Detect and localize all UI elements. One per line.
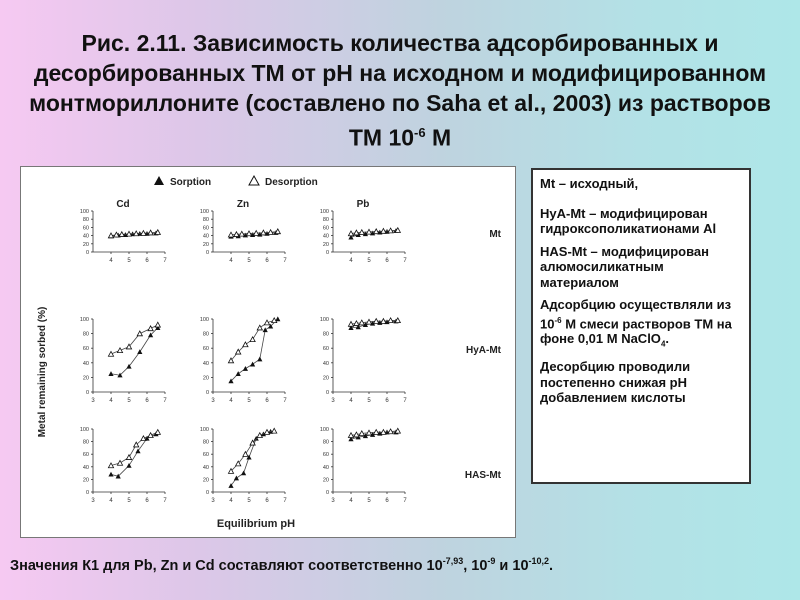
panel-mt-pb-ytick-label: 0 bbox=[325, 250, 329, 256]
panel-mt-zn-xtick-label: 5 bbox=[247, 258, 251, 264]
panel-has-mt-cd-desorption-point bbox=[148, 433, 153, 438]
footer-text-2: , 10 bbox=[463, 557, 488, 574]
panel-has-mt-pb-ytick-label: 40 bbox=[322, 464, 329, 471]
note-ads-exp: -6 bbox=[554, 315, 562, 325]
panel-hya-mt-zn-ytick-label: 60 bbox=[202, 346, 209, 353]
note-ads-text-b: М смеси растворов ТМ на фоне 0,01 М NaClO bbox=[540, 315, 732, 347]
note-ads-text-a: Адсорбцию осуществляли из 10 bbox=[540, 297, 732, 331]
panel-has-mt-cd-xtick-label: 4 bbox=[109, 498, 113, 504]
note-ads-text-c: . bbox=[665, 331, 670, 347]
panel-mt-zn-ytick-label: 80 bbox=[202, 217, 209, 224]
panel-mt-cd-xtick-label: 5 bbox=[127, 258, 131, 264]
slide-title bbox=[20, 28, 780, 153]
note-desorption: Десорбцию проводили постепенно снижая рН добавлением кислоты bbox=[540, 359, 691, 406]
panel-mt-zn-ytick-label: 60 bbox=[202, 225, 209, 232]
panel-hya-mt-cd-ytick-label: 0 bbox=[85, 390, 89, 396]
panel-mt-zn-ytick-label: 40 bbox=[202, 233, 209, 240]
panel-mt-cd-ytick-label: 100 bbox=[79, 209, 89, 215]
panel-has-mt-cd-ytick-label: 80 bbox=[82, 439, 89, 446]
panel-has-mt-zn-xtick-label: 5 bbox=[247, 498, 251, 504]
panel-hya-mt-pb-ytick-label: 100 bbox=[319, 317, 329, 323]
panel-hya-mt-zn-sorption-point bbox=[257, 357, 262, 362]
panel-has-mt-pb-ytick-label: 100 bbox=[319, 427, 329, 433]
panel-has-mt-zn-ytick-label: 40 bbox=[202, 464, 209, 471]
panel-hya-mt-cd-xtick-label: 7 bbox=[163, 398, 167, 404]
panel-has-mt-zn-sorption-point bbox=[241, 471, 246, 476]
panel-mt-cd-ytick-label: 60 bbox=[82, 225, 89, 232]
panel-hya-mt-cd-sorption-point bbox=[137, 349, 142, 354]
panel-mt-zn-ytick-label: 100 bbox=[199, 209, 209, 215]
panel-hya-mt-cd-desorption-point bbox=[137, 331, 142, 336]
footer-text-4: . bbox=[549, 557, 554, 574]
panel-has-mt-pb-ytick-label: 0 bbox=[325, 490, 329, 496]
panel-hya-mt-cd-xtick-label: 6 bbox=[145, 398, 149, 404]
panel-mt-pb-ytick-label: 20 bbox=[322, 241, 329, 248]
panel-has-mt-zn-ytick-label: 60 bbox=[202, 452, 209, 459]
note-hya: HyA-Mt – модифицирован гидроксополикатионами Al bbox=[540, 205, 717, 236]
column-label-pb: Pb bbox=[356, 199, 370, 210]
panel-mt-zn-xtick-label: 4 bbox=[229, 258, 233, 264]
title-end: М bbox=[425, 124, 452, 151]
panel-has-mt-cd-sorption-point bbox=[126, 463, 131, 468]
panel-hya-mt-cd-desorption-point bbox=[117, 348, 122, 353]
panel-hya-mt-zn-sorption-point bbox=[236, 371, 241, 376]
panel-has-mt-pb-xtick-label: 7 bbox=[403, 498, 407, 504]
legend-desorption-marker bbox=[249, 176, 259, 185]
panel-mt-cd-ytick-label: 40 bbox=[82, 233, 89, 240]
panel-hya-mt-cd-xtick-label: 5 bbox=[127, 398, 131, 404]
legend-desorption-label: Desorption bbox=[265, 177, 318, 188]
y-axis-label: Metal remaining sorbed (%) bbox=[37, 306, 48, 438]
row-label-mt: Mt bbox=[489, 229, 501, 240]
panel-mt-cd-ytick-label: 80 bbox=[82, 217, 89, 224]
panel-hya-mt-pb-xtick-label: 5 bbox=[367, 398, 371, 404]
panel-mt-zn-xtick-label: 6 bbox=[265, 258, 269, 264]
sorption-chart bbox=[21, 167, 515, 537]
notes-box bbox=[531, 168, 751, 484]
panel-has-mt-pb-xtick-label: 6 bbox=[385, 498, 389, 504]
panel-mt-zn-ytick-label: 20 bbox=[202, 241, 209, 248]
panel-has-mt-zn-xtick-label: 7 bbox=[283, 498, 287, 504]
panel-hya-mt-cd-ytick-label: 40 bbox=[82, 360, 89, 367]
footer-note bbox=[10, 556, 790, 574]
panel-hya-mt-cd-ytick-label: 20 bbox=[82, 375, 89, 382]
panel-has-mt-zn-xtick-label: 3 bbox=[211, 498, 215, 504]
panel-has-mt-cd-ytick-label: 100 bbox=[79, 427, 89, 433]
panel-hya-mt-cd-sorption-point bbox=[108, 371, 113, 376]
panel-mt-pb-xtick-label: 6 bbox=[385, 258, 389, 264]
panel-hya-mt-pb-xtick-label: 4 bbox=[349, 398, 353, 404]
panel-has-mt-cd-xtick-label: 6 bbox=[145, 498, 149, 504]
panel-hya-mt-pb-ytick-label: 20 bbox=[322, 375, 329, 382]
panel-hya-mt-zn-ytick-label: 0 bbox=[205, 390, 209, 396]
panel-hya-mt-cd-desorption-point bbox=[148, 326, 153, 331]
panel-mt-zn-ytick-label: 0 bbox=[205, 250, 209, 256]
panel-has-mt-cd-xtick-label: 5 bbox=[127, 498, 131, 504]
panel-has-mt-pb-xtick-label: 3 bbox=[331, 498, 335, 504]
panel-hya-mt-cd-desorption-point bbox=[108, 351, 113, 356]
panel-hya-mt-cd-xtick-label: 4 bbox=[109, 398, 113, 404]
panel-hya-mt-pb-ytick-label: 60 bbox=[322, 346, 329, 353]
panel-has-mt-zn-xtick-label: 6 bbox=[265, 498, 269, 504]
panel-has-mt-zn-ytick-label: 100 bbox=[199, 427, 209, 433]
panel-mt-cd-xtick-label: 6 bbox=[145, 258, 149, 264]
footer-exp-3: -10,2 bbox=[528, 556, 550, 566]
panel-hya-mt-cd-xtick-label: 3 bbox=[91, 398, 95, 404]
panel-hya-mt-pb-xtick-label: 6 bbox=[385, 398, 389, 404]
panel-has-mt-pb-ytick-label: 20 bbox=[322, 477, 329, 484]
panel-has-mt-cd-xtick-label: 3 bbox=[91, 498, 95, 504]
panel-mt-pb-ytick-label: 40 bbox=[322, 233, 329, 240]
panel-mt-zn-xtick-label: 7 bbox=[283, 258, 287, 264]
panel-hya-mt-zn-sorption-point bbox=[243, 366, 248, 371]
panel-hya-mt-cd-desorption-point bbox=[155, 322, 160, 327]
note-ads-sub: 4 bbox=[660, 339, 666, 349]
panel-has-mt-zn-xtick-label: 4 bbox=[229, 498, 233, 504]
panel-hya-mt-zn-xtick-label: 4 bbox=[229, 398, 233, 404]
panel-has-mt-cd-ytick-label: 20 bbox=[82, 477, 89, 484]
panel-hya-mt-pb-xtick-label: 3 bbox=[331, 398, 335, 404]
panel-hya-mt-zn-sorption-point bbox=[250, 362, 255, 367]
row-label-has-mt: HAS-Mt bbox=[464, 470, 501, 481]
panel-hya-mt-zn-ytick-label: 40 bbox=[202, 360, 209, 367]
panel-mt-cd-ytick-label: 20 bbox=[82, 241, 89, 248]
panel-hya-mt-cd-ytick-label: 60 bbox=[82, 346, 89, 353]
panel-has-mt-zn-ytick-label: 20 bbox=[202, 477, 209, 484]
note-has: HAS-Mt – модифицирован алюмосиликатным материалом bbox=[540, 243, 709, 290]
panel-mt-pb-ytick-label: 60 bbox=[322, 225, 329, 232]
panel-has-mt-cd-sorption-point bbox=[108, 472, 113, 477]
panel-mt-pb-ytick-label: 100 bbox=[319, 209, 329, 215]
footer-exp-2: -9 bbox=[487, 556, 496, 566]
panel-hya-mt-cd-ytick-label: 80 bbox=[82, 331, 89, 338]
panel-mt-pb-xtick-label: 7 bbox=[403, 258, 407, 264]
panel-has-mt-zn-desorption-point bbox=[243, 452, 248, 457]
panel-hya-mt-zn-desorption-point bbox=[243, 342, 248, 347]
panel-hya-mt-cd-ytick-label: 100 bbox=[79, 317, 89, 323]
panel-mt-pb-xtick-label: 5 bbox=[367, 258, 371, 264]
panel-mt-cd-xtick-label: 7 bbox=[163, 258, 167, 264]
panel-has-mt-cd-ytick-label: 0 bbox=[85, 490, 89, 496]
column-label-zn: Zn bbox=[236, 199, 250, 210]
panel-hya-mt-zn-sorption-point bbox=[263, 327, 268, 332]
note-adsorption bbox=[540, 297, 743, 352]
column-label-cd: Cd bbox=[116, 199, 130, 210]
footer-text-1: Значения К1 для Pb, Zn и Cd составляют соответственно 10 bbox=[10, 557, 443, 574]
legend-sorption-label: Sorption bbox=[170, 177, 212, 188]
figure-panel bbox=[20, 166, 516, 538]
panel-has-mt-zn-ytick-label: 80 bbox=[202, 439, 209, 446]
panel-hya-mt-zn-ytick-label: 20 bbox=[202, 375, 209, 382]
panel-has-mt-pb-ytick-label: 60 bbox=[322, 452, 329, 459]
panel-hya-mt-zn-desorption-point bbox=[257, 325, 262, 330]
panel-hya-mt-pb-ytick-label: 40 bbox=[322, 360, 329, 367]
title-main: Рис. 2.11. Зависимость количества адсорбированных и десорбированных ТМ от рН на исходном и модифицированном монтмориллоните (составлено по Saha et al., 2003) из растворов ТМ 10 bbox=[29, 30, 771, 151]
panel-hya-mt-zn-xtick-label: 6 bbox=[265, 398, 269, 404]
panel-hya-mt-pb-ytick-label: 80 bbox=[322, 331, 329, 338]
panel-has-mt-cd-desorption-point bbox=[117, 460, 122, 465]
panel-has-mt-pb-ytick-label: 80 bbox=[322, 439, 329, 446]
panel-hya-mt-zn-ytick-label: 100 bbox=[199, 317, 209, 323]
panel-has-mt-pb-xtick-label: 5 bbox=[367, 498, 371, 504]
row-label-hya-mt: HyA-Mt bbox=[466, 345, 501, 356]
panel-has-mt-zn-ytick-label: 0 bbox=[205, 490, 209, 496]
title-exponent: -6 bbox=[414, 125, 426, 140]
note-mt: Mt – исходный, bbox=[540, 176, 639, 191]
panel-hya-mt-zn-xtick-label: 3 bbox=[211, 398, 215, 404]
footer-exp-1: -7,93 bbox=[442, 556, 464, 566]
panel-mt-cd-xtick-label: 4 bbox=[109, 258, 113, 264]
panel-has-mt-cd-xtick-label: 7 bbox=[163, 498, 167, 504]
panel-hya-mt-zn-ytick-label: 80 bbox=[202, 331, 209, 338]
panel-hya-mt-pb-xtick-label: 7 bbox=[403, 398, 407, 404]
panel-hya-mt-zn-xtick-label: 7 bbox=[283, 398, 287, 404]
panel-has-mt-cd-desorption-point bbox=[141, 436, 146, 441]
panel-has-mt-cd-desorption-point bbox=[126, 455, 131, 460]
panel-has-mt-pb-xtick-label: 4 bbox=[349, 498, 353, 504]
legend-sorption-marker bbox=[154, 176, 164, 185]
panel-hya-mt-zn-desorption-point bbox=[250, 337, 255, 342]
panel-has-mt-zn-sorption-point bbox=[234, 476, 239, 481]
panel-mt-pb-ytick-label: 80 bbox=[322, 217, 329, 224]
footer-text-3: и 10 bbox=[495, 557, 529, 574]
panel-has-mt-cd-ytick-label: 40 bbox=[82, 464, 89, 471]
panel-mt-cd-ytick-label: 0 bbox=[85, 250, 89, 256]
panel-hya-mt-zn-xtick-label: 5 bbox=[247, 398, 251, 404]
panel-has-mt-cd-ytick-label: 60 bbox=[82, 452, 89, 459]
panel-mt-pb-xtick-label: 4 bbox=[349, 258, 353, 264]
panel-has-mt-zn-desorption-point bbox=[272, 428, 277, 433]
panel-hya-mt-pb-ytick-label: 0 bbox=[325, 390, 329, 396]
x-axis-label: Equilibrium pH bbox=[216, 518, 296, 530]
